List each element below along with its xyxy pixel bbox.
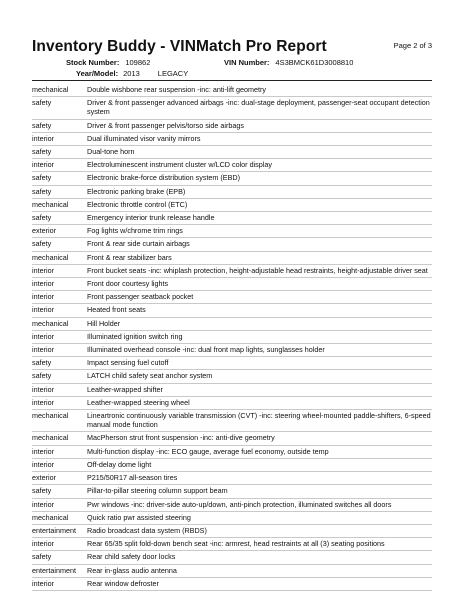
feature-description: Rear 65/35 split fold-down bench seat -inc: armrest, head restraints at all (3) seating positions: [87, 539, 385, 549]
feature-category: safety: [32, 173, 52, 183]
feature-row: [32, 291, 432, 304]
feature-description: Radio broadcast data system (RBDS): [87, 525, 207, 535]
feature-category: interior: [32, 459, 54, 469]
year-value: 2013: [123, 69, 140, 78]
feature-description: LATCH child safety seat anchor system: [87, 371, 213, 381]
feature-description: Quick ratio pwr assisted steering: [87, 512, 191, 522]
stock-number-value: 109862: [125, 58, 151, 67]
feature-row: [32, 565, 432, 578]
feature-description: Leather-wrapped shifter: [87, 384, 163, 394]
feature-category: safety: [32, 186, 52, 196]
page-number: Page 2 of 3: [393, 41, 432, 50]
feature-row: [32, 578, 432, 591]
feature-category: interior: [32, 397, 54, 407]
feature-row: [32, 133, 432, 146]
feature-category: exterior: [32, 226, 56, 236]
feature-category: mechanical: [32, 252, 69, 262]
feature-description: Hill Holder: [87, 318, 121, 328]
feature-row: [32, 238, 432, 251]
feature-row: [32, 485, 432, 498]
feature-row: [32, 432, 432, 445]
feature-row: [32, 199, 432, 212]
feature-description: Driver & front passenger pelvis/torso side airbags: [87, 120, 244, 130]
vin-value: 4S3BMCK61D3008810: [275, 58, 354, 67]
feature-category: mechanical: [32, 199, 69, 209]
feature-category: exterior: [32, 473, 56, 483]
feature-category: safety: [32, 552, 52, 562]
feature-category: safety: [32, 120, 52, 130]
feature-category: interior: [32, 499, 54, 509]
feature-row: [32, 97, 432, 119]
feature-description: Pillar-to-pillar steering column support beam: [87, 486, 228, 496]
feature-description: Lineartronic continuously variable transmission (CVT) -inc: steering wheel-mounted paddle-shifters, 6-speed manual mode function: [87, 411, 431, 430]
feature-row: [32, 225, 432, 238]
feature-category: entertainment: [32, 565, 76, 575]
feature-description: Electroluminescent instrument cluster w/LCD color display: [87, 160, 272, 170]
feature-category: safety: [32, 98, 52, 108]
feature-description: Front door courtesy lights: [87, 279, 169, 289]
feature-row: [32, 410, 432, 432]
stock-number-line: [66, 58, 150, 67]
feature-category: mechanical: [32, 318, 69, 328]
feature-description: Dual-tone horn: [87, 147, 135, 157]
feature-row: [32, 397, 432, 410]
feature-row: [32, 472, 432, 485]
year-model-line: [76, 69, 188, 78]
feature-description: Front & rear stabilizer bars: [87, 252, 172, 262]
feature-description: P215/50R17 all-season tires: [87, 473, 178, 483]
feature-description: Front passenger seatback pocket: [87, 292, 194, 302]
feature-category: interior: [32, 160, 54, 170]
feature-description: Double wishbone rear suspension -inc: anti-lift geometry: [87, 85, 266, 94]
feature-category: interior: [32, 133, 54, 143]
feature-row: [32, 551, 432, 564]
feature-category: safety: [32, 358, 52, 368]
stock-number-label: Stock Number:: [66, 58, 120, 67]
feature-description: Heated front seats: [87, 305, 146, 315]
feature-category: interior: [32, 539, 54, 549]
feature-description: Illuminated ignition switch ring: [87, 331, 183, 341]
feature-description: Front & rear side curtain airbags: [87, 239, 190, 249]
feature-description: Off-delay dome light: [87, 459, 152, 469]
feature-description: Electronic parking brake (EPB): [87, 186, 186, 196]
feature-row: [32, 120, 432, 133]
feature-row: [32, 172, 432, 185]
feature-row: [32, 252, 432, 265]
feature-category: safety: [32, 371, 52, 381]
feature-row: [32, 146, 432, 159]
feature-description: Impact sensing fuel cutoff: [87, 358, 169, 368]
feature-row: [32, 459, 432, 472]
feature-category: interior: [32, 345, 54, 355]
feature-description: MacPherson strut front suspension -inc: anti-dive geometry: [87, 433, 275, 443]
feature-description: Rear in-glass audio antenna: [87, 565, 177, 575]
feature-row: [32, 265, 432, 278]
feature-category: interior: [32, 279, 54, 289]
feature-category: safety: [32, 486, 52, 496]
feature-category: safety: [32, 239, 52, 249]
feature-category: mechanical: [32, 85, 69, 94]
feature-description: Multi-function display -inc: ECO gauge, average fuel economy, outside temp: [87, 446, 329, 456]
feature-category: safety: [32, 213, 52, 223]
feature-row: [32, 212, 432, 225]
feature-description: Front bucket seats -inc: whiplash protection, height-adjustable head restraints, height-adjustable driver seat: [87, 265, 428, 275]
feature-row: [32, 512, 432, 525]
feature-category: mechanical: [32, 512, 69, 522]
feature-description: Fog lights w/chrome trim rings: [87, 226, 183, 236]
feature-row: [32, 384, 432, 397]
feature-category: mechanical: [32, 433, 69, 443]
feature-row: [32, 159, 432, 172]
feature-description: Electronic throttle control (ETC): [87, 199, 188, 209]
feature-row: [32, 331, 432, 344]
feature-table: [32, 84, 432, 591]
feature-row: [32, 278, 432, 291]
vin-label: VIN Number:: [224, 58, 270, 67]
feature-description: Driver & front passenger advanced airbags -inc: dual-stage deployment, passenger-seat occupant detection system: [87, 98, 430, 117]
feature-category: interior: [32, 305, 54, 315]
feature-category: mechanical: [32, 411, 69, 421]
feature-category: interior: [32, 265, 54, 275]
feature-category: interior: [32, 578, 54, 588]
feature-category: entertainment: [32, 525, 76, 535]
feature-row: [32, 84, 432, 97]
feature-row: [32, 318, 432, 331]
feature-row: [32, 525, 432, 538]
model-value: LEGACY: [157, 69, 189, 78]
feature-description: Rear child safety door locks: [87, 552, 176, 562]
feature-description: Pwr windows -inc: driver-side auto-up/down, anti-pinch protection, illuminated switches all doors: [87, 499, 392, 509]
feature-description: Emergency interior trunk release handle: [87, 213, 215, 223]
feature-category: interior: [32, 384, 54, 394]
feature-row: [32, 538, 432, 551]
vin-line: [224, 58, 353, 67]
feature-category: interior: [32, 446, 54, 456]
feature-description: Rear window defroster: [87, 578, 159, 588]
feature-category: interior: [32, 292, 54, 302]
feature-row: [32, 446, 432, 459]
feature-row: [32, 344, 432, 357]
feature-description: Illuminated overhead console -inc: dual front map lights, sunglasses holder: [87, 345, 325, 355]
feature-description: Leather-wrapped steering wheel: [87, 397, 190, 407]
feature-row: [32, 499, 432, 512]
report-title: Inventory Buddy - VINMatch Pro Report: [32, 38, 327, 55]
feature-row: [32, 186, 432, 199]
feature-category: safety: [32, 147, 52, 157]
feature-row: [32, 370, 432, 383]
feature-category: interior: [32, 331, 54, 341]
feature-description: Dual illuminated visor vanity mirrors: [87, 133, 201, 143]
year-model-label: Year/Model:: [76, 69, 119, 78]
header-divider: [32, 80, 432, 81]
feature-row: [32, 304, 432, 317]
feature-description: Electronic brake-force distribution system (EBD): [87, 173, 240, 183]
feature-row: [32, 357, 432, 370]
